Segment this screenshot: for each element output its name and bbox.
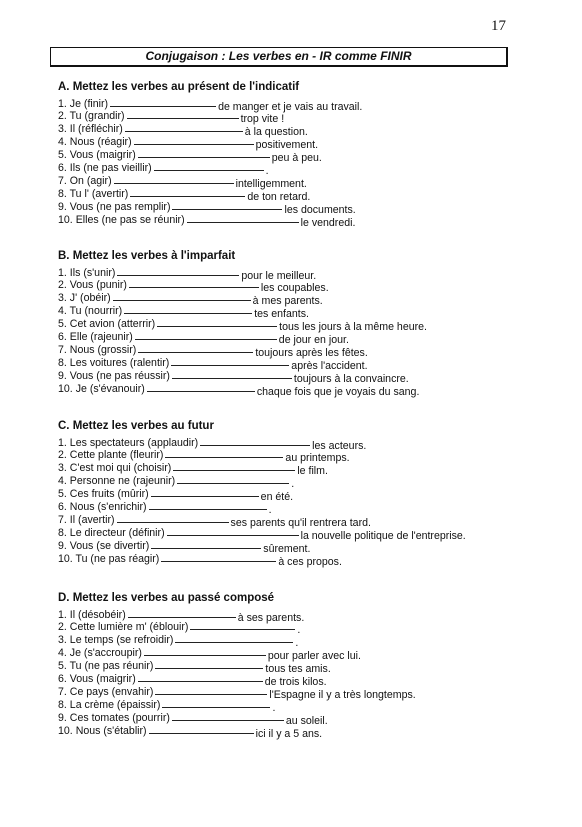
worksheet-title: Conjugaison : Les verbes en - IR comme FINIR <box>50 47 508 67</box>
answer-blank[interactable] <box>135 329 277 340</box>
exercise-item <box>58 173 488 190</box>
section-b <box>58 250 488 398</box>
exercise-item <box>58 277 488 295</box>
exercise-item <box>58 632 488 650</box>
answer-blank[interactable] <box>129 277 259 288</box>
item-continuation: en été. <box>260 491 294 504</box>
answer-blank[interactable] <box>177 473 289 484</box>
item-number: 1. <box>58 436 67 449</box>
answer-blank[interactable] <box>117 265 239 276</box>
answer-blank[interactable] <box>138 671 263 682</box>
item-prompt: Je (s'accroupir) <box>69 647 142 660</box>
answer-blank[interactable] <box>130 186 245 197</box>
answer-blank[interactable] <box>144 645 266 656</box>
answer-blank[interactable] <box>167 525 299 536</box>
item-number: 7. <box>58 343 67 356</box>
item-continuation: chaque fois que je voyais du sang. <box>256 385 420 398</box>
exercise-item <box>58 355 488 372</box>
item-number: 4. <box>58 305 67 318</box>
item-continuation: au printemps. <box>285 452 350 465</box>
answer-blank[interactable] <box>149 499 267 510</box>
exercise-item <box>58 619 488 637</box>
item-number: 6. <box>58 330 67 343</box>
item-prompt: Les voitures (ralentir) <box>69 356 170 369</box>
item-continuation: tous tes amis. <box>265 663 331 676</box>
item-prompt: Ces tomates (pourrir) <box>69 711 170 724</box>
item-continuation: à ces propos. <box>278 555 342 568</box>
item-number: 8. <box>58 698 67 711</box>
exercise-item <box>58 607 488 624</box>
answer-blank[interactable] <box>187 212 299 223</box>
item-number: 2. <box>58 621 67 634</box>
item-continuation: à mes parents. <box>252 295 323 308</box>
item-number: 1. <box>58 608 67 621</box>
item-continuation: de trois kilos. <box>264 675 327 688</box>
item-number: 7. <box>58 685 67 698</box>
answer-blank[interactable] <box>124 303 252 314</box>
exercise-item <box>58 265 488 282</box>
item-prompt: Vous (punir) <box>69 279 127 292</box>
exercise-item <box>58 645 488 663</box>
item-prompt: Vous (maigrir) <box>69 149 136 162</box>
item-prompt: Cette lumière m' (éblouir) <box>69 621 189 634</box>
item-continuation: les coupables. <box>260 282 329 295</box>
answer-blank[interactable] <box>175 632 293 643</box>
answer-blank[interactable] <box>172 368 292 379</box>
exercise-item <box>58 160 488 177</box>
item-prompt: Le directeur (définir) <box>69 526 165 539</box>
exercise-item <box>58 684 488 701</box>
item-continuation: l'Espagne il y a très longtemps. <box>269 688 416 701</box>
item-continuation: . <box>265 164 269 177</box>
exercise-item <box>58 290 488 308</box>
item-prompt: Je (s'évanouir) <box>75 382 145 395</box>
exercise-item <box>58 381 488 398</box>
item-number: 2. <box>58 279 67 292</box>
item-number: 4. <box>58 647 67 660</box>
exercise-item <box>58 329 488 346</box>
item-continuation: tous les jours à la même heure. <box>279 321 427 334</box>
item-prompt: Tu (nourrir) <box>69 305 123 318</box>
item-number: 7. <box>58 174 67 187</box>
item-number: 4. <box>58 475 67 488</box>
item-number: 8. <box>58 526 67 539</box>
item-prompt: J' (obéir) <box>69 292 111 305</box>
item-prompt: On (agir) <box>69 174 112 187</box>
item-prompt: Les spectateurs (applaudir) <box>69 436 199 449</box>
answer-blank[interactable] <box>161 551 276 562</box>
answer-blank[interactable] <box>125 121 243 132</box>
exercise-item <box>58 460 488 478</box>
exercise-item <box>58 342 488 359</box>
section-a <box>58 81 488 229</box>
item-number: 3. <box>58 292 67 305</box>
item-continuation: . <box>272 701 276 714</box>
answer-blank[interactable] <box>190 619 295 630</box>
item-prompt: Vous (se divertir) <box>69 539 150 552</box>
item-continuation: le vendredi. <box>300 216 356 229</box>
item-continuation: ici il y a 5 ans. <box>255 727 323 740</box>
item-continuation: de manger et je vais au travail. <box>218 100 363 113</box>
exercise-item <box>58 499 488 516</box>
item-continuation: peu à peu. <box>271 152 322 165</box>
item-prompt: Nous (s'enrichir) <box>69 500 147 513</box>
item-prompt: Ces fruits (mûrir) <box>69 488 149 501</box>
exercise-item <box>58 108 488 126</box>
item-number: 3. <box>58 123 67 136</box>
item-number: 5. <box>58 318 67 331</box>
item-number: 10. <box>58 213 73 226</box>
item-continuation: . <box>291 478 295 491</box>
exercise-item <box>58 658 488 676</box>
item-number: 2. <box>58 449 67 462</box>
item-number: 9. <box>58 200 67 213</box>
exercise-item <box>58 435 488 452</box>
item-continuation: ses parents qu'il rentrera tard. <box>230 516 371 529</box>
item-continuation: la nouvelle politique de l'entreprise. <box>300 529 466 542</box>
item-number: 8. <box>58 187 67 200</box>
exercise-item <box>58 723 488 740</box>
item-prompt: Il (réfléchir) <box>69 123 123 136</box>
section-d <box>58 592 488 740</box>
item-continuation: les acteurs. <box>312 439 367 452</box>
item-prompt: Tu l' (avertir) <box>69 187 129 200</box>
item-prompt: Ils (ne pas vieillir) <box>69 161 152 174</box>
section-heading: D. Mettez les verbes au passé composé <box>58 592 275 604</box>
answer-blank[interactable] <box>200 435 310 446</box>
answer-blank[interactable] <box>117 512 229 523</box>
item-continuation: tes enfants. <box>254 308 309 321</box>
section-heading: C. Mettez les verbes au futur <box>58 420 214 432</box>
exercise-item <box>58 186 488 203</box>
item-continuation: intelligemment. <box>235 177 307 190</box>
answer-blank[interactable] <box>138 342 253 353</box>
item-prompt: Nous (réagir) <box>69 136 132 149</box>
item-prompt: Tu (ne pas réagir) <box>75 552 160 565</box>
exercise-item <box>58 134 488 152</box>
item-prompt: Elles (ne pas se réunir) <box>75 213 185 226</box>
item-number: 7. <box>58 513 67 526</box>
answer-blank[interactable] <box>172 199 282 210</box>
item-continuation: pour le meilleur. <box>241 269 317 282</box>
item-number: 2. <box>58 110 67 123</box>
exercise-item <box>58 147 488 165</box>
exercise-item <box>58 316 488 334</box>
item-continuation: positivement. <box>255 139 319 152</box>
item-continuation: les documents. <box>284 203 356 216</box>
answer-blank[interactable] <box>127 108 239 119</box>
item-number: 6. <box>58 500 67 513</box>
item-continuation: trop vite ! <box>240 113 285 126</box>
item-prompt: Tu (grandir) <box>69 110 125 123</box>
answer-blank[interactable] <box>128 607 236 618</box>
item-continuation: . <box>297 624 301 637</box>
exercise-item <box>58 538 488 555</box>
answer-blank[interactable] <box>154 160 264 171</box>
exercise-item <box>58 671 488 688</box>
item-number: 10. <box>58 552 73 565</box>
answer-blank[interactable] <box>162 697 270 708</box>
item-continuation: au soleil. <box>285 714 328 727</box>
item-prompt: Cette plante (fleurir) <box>69 449 164 462</box>
item-continuation: à ses parents. <box>237 611 305 624</box>
answer-blank[interactable] <box>165 447 283 458</box>
item-prompt: Je (finir) <box>69 97 109 110</box>
item-number: 3. <box>58 462 67 475</box>
item-continuation: . <box>268 503 272 516</box>
answer-blank[interactable] <box>151 538 261 549</box>
exercise-item <box>58 486 488 504</box>
exercise-item <box>58 199 488 216</box>
item-prompt: Le temps (se refroidir) <box>69 634 174 647</box>
answer-blank[interactable] <box>173 460 295 471</box>
page-number: 17 <box>491 18 506 34</box>
item-prompt: Tu (ne pas réunir) <box>69 660 154 673</box>
item-prompt: Ils (s'unir) <box>69 266 116 279</box>
answer-blank[interactable] <box>147 381 255 392</box>
item-continuation: de ton retard. <box>247 190 311 203</box>
exercise-item <box>58 697 488 714</box>
item-prompt: La crème (épaissir) <box>69 698 161 711</box>
item-number: 9. <box>58 539 67 552</box>
section-c <box>58 420 488 568</box>
item-prompt: C'est moi qui (choisir) <box>69 462 172 475</box>
exercise-item <box>58 368 488 385</box>
item-number: 4. <box>58 136 67 149</box>
answer-blank[interactable] <box>155 684 267 695</box>
item-number: 5. <box>58 149 67 162</box>
answer-blank[interactable] <box>134 134 254 145</box>
answer-blank[interactable] <box>138 147 270 158</box>
item-continuation: après l'accident. <box>291 359 368 372</box>
section-heading: B. Mettez les verbes à l'imparfait <box>58 250 236 262</box>
item-number: 1. <box>58 97 67 110</box>
item-continuation: de jour en jour. <box>278 333 349 346</box>
item-number: 10. <box>58 382 73 395</box>
exercise-item <box>58 212 488 229</box>
answer-blank[interactable] <box>151 486 259 497</box>
item-number: 5. <box>58 660 67 673</box>
item-prompt: Vous (ne pas réussir) <box>69 369 170 382</box>
exercise-item <box>58 303 488 321</box>
answer-blank[interactable] <box>172 710 284 721</box>
item-prompt: Nous (grossir) <box>69 343 137 356</box>
answer-blank[interactable] <box>110 96 216 107</box>
item-number: 6. <box>58 161 67 174</box>
item-prompt: Vous (maigrir) <box>69 672 136 685</box>
item-prompt: Il (désobéir) <box>69 608 126 621</box>
item-number: 10. <box>58 724 73 737</box>
item-prompt: Elle (rajeunir) <box>69 330 133 343</box>
item-continuation: toujours après les fêtes. <box>255 346 368 359</box>
exercise-item <box>58 473 488 491</box>
item-number: 6. <box>58 672 67 685</box>
item-number: 5. <box>58 488 67 501</box>
answer-blank[interactable] <box>171 355 289 366</box>
item-continuation: pour parler avec lui. <box>267 650 361 663</box>
item-number: 3. <box>58 634 67 647</box>
exercise-item <box>58 447 488 465</box>
item-prompt: Cet avion (atterrir) <box>69 318 156 331</box>
answer-blank[interactable] <box>114 173 234 184</box>
exercise-item <box>58 525 488 542</box>
item-continuation: . <box>295 637 299 650</box>
item-number: 8. <box>58 356 67 369</box>
item-prompt: Il (avertir) <box>69 513 115 526</box>
item-number: 9. <box>58 369 67 382</box>
answer-blank[interactable] <box>155 658 263 669</box>
item-prompt: Personne ne (rajeunir) <box>69 475 176 488</box>
exercise-item <box>58 121 488 139</box>
item-prompt: Vous (ne pas remplir) <box>69 200 171 213</box>
exercise-item <box>58 512 488 529</box>
exercise-item <box>58 551 488 568</box>
answer-blank[interactable] <box>149 723 254 734</box>
item-continuation: le film. <box>297 465 328 478</box>
item-number: 1. <box>58 266 67 279</box>
item-number: 9. <box>58 711 67 724</box>
item-prompt: Nous (s'établir) <box>75 724 147 737</box>
exercise-item <box>58 96 488 113</box>
exercise-item <box>58 710 488 727</box>
answer-blank[interactable] <box>157 316 277 327</box>
item-prompt: Ce pays (envahir) <box>69 685 154 698</box>
answer-blank[interactable] <box>113 290 251 301</box>
item-continuation: à la question. <box>244 126 308 139</box>
item-continuation: toujours à la convaincre. <box>293 372 409 385</box>
item-continuation: sûrement. <box>263 542 311 555</box>
section-heading: A. Mettez les verbes au présent de l'indicatif <box>58 81 300 93</box>
